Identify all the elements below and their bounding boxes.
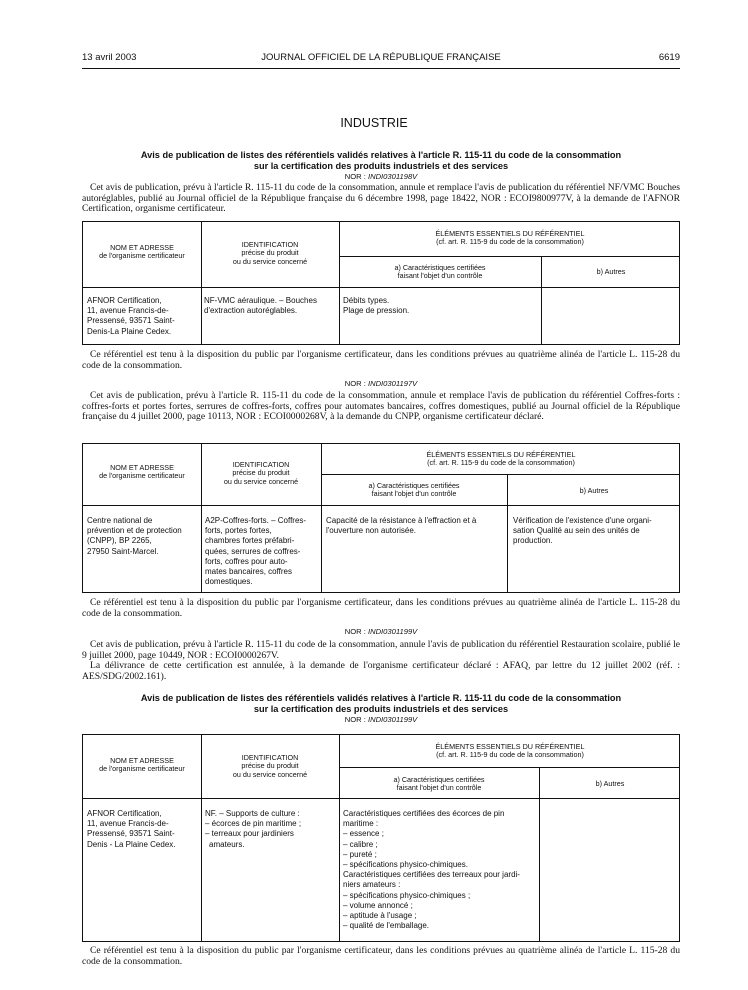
col-header-elements: ÉLÉMENTS ESSENTIELS DU RÉFÉRENTIEL (cf. art. R. 115-9 du code de la consommation) <box>435 742 585 760</box>
header-date: 13 avril 2003 <box>82 52 137 63</box>
col-header-elements: ÉLÉMENTS ESSENTIELS DU RÉFÉRENTIEL (cf. art. R. 115-9 du code de la consommation) <box>435 229 585 247</box>
header-page-number: 6619 <box>658 52 680 63</box>
col-header-a: a) Caractéristiques certifiées faisant l'objet d'un contrôle <box>393 775 485 793</box>
notice-title-line1: Avis de publication de listes des référentiels validés relatives à l'article R. 115-11 du code de la consommation <box>140 150 622 160</box>
cell-caracteristiques: Capacité de la résistance à l'effraction et à l'ouverture non autorisée. <box>326 516 477 536</box>
col-header-elements: ÉLÉMENTS ESSENTIELS DU RÉFÉRENTIEL (cf. art. R. 115-9 du code de la consommation) <box>426 450 576 468</box>
cell-organisme: AFNOR Certification, 11, avenue Francis-de- Pressensé, 93571 Saint- Denis-La Plaine Cedex. <box>87 296 175 336</box>
col-header-b: b) Autres <box>596 267 626 276</box>
referentiel-table <box>82 221 680 345</box>
col-header-name: NOM ET ADRESSE de l'organisme certificateur <box>99 756 185 774</box>
section-title: INDUSTRIE <box>340 116 408 130</box>
cell-autres: Vérification de l'existence d'une organi- sation Qualité au sein des unités de production. <box>513 516 652 546</box>
nor-reference: NOR : INDI0301199V <box>344 627 418 636</box>
cell-identification: NF-VMC aéraulique. – Bouches d'extraction autoréglables. <box>204 296 317 316</box>
cell-caracteristiques: Caractéristiques certifiées des écorces de pin maritime : – essence ; – calibre ; – pureté ; – spécifications physico-chimiques. Caractéristiques certifiées des terreaux pour jardi- niers amateurs : – spécifications physico-chimiques ; – volume annoncé ; – aptitude à l'usage ; – qualité de l'emballage. <box>343 809 520 931</box>
notice-title-line1: Avis de publication de listes des référentiels validés relatives à l'article R. 115-11 du code de la consommation <box>140 693 622 703</box>
referentiel-table <box>82 734 680 942</box>
closing-paragraph: Ce référentiel est tenu à la disposition du public par l'organisme certificateur, dans les conditions prévues au quatrième alinéa de l'article L. 115-28 du code de la consommation. <box>82 945 680 967</box>
col-header-identification: IDENTIFICATION précise du produit ou du service concerné <box>232 240 308 266</box>
cell-organisme: AFNOR Certification, 11, avenue Francis-de- Pressensé, 93571 Saint- Denis - La Plaine Cedex. <box>87 809 176 849</box>
col-header-b: b) Autres <box>579 486 609 495</box>
header-journal-title: JOURNAL OFFICIEL DE LA RÉPUBLIQUE FRANÇAISE <box>261 52 501 63</box>
closing-paragraph: Ce référentiel est tenu à la disposition du public par l'organisme certificateur, dans les conditions prévues au quatrième alinéa de l'article L. 115-28 du code de la consommation. <box>82 597 680 619</box>
notice-paragraph: Cet avis de publication, prévu à l'article R. 115-11 du code de la consommation, annule et remplace l'avis de publication du référentiel NF/VMC Bouches autoréglables, publié au Journal officiel de la République française du 6 décembre 1998, page 18422, NOR : ECOI9800977V, à la demande de l'AFNOR Certification, organisme certificateur. <box>82 182 680 215</box>
col-header-name: NOM ET ADRESSE de l'organisme certificateur <box>99 243 185 261</box>
col-header-a: a) Caractéristiques certifiées faisant l'objet d'un contrôle <box>394 263 486 281</box>
notice-paragraph: Cet avis de publication, prévu à l'article R. 115-11 du code de la consommation, annule l'avis de publication du référentiel Restauration scolaire, publié le 9 juillet 2000, page 10449, NOR : ECOI0000267V. La délivrance de cette certification est annulée, à la demande de l'organisme certificateur déclaré : AFAQ, par lettre du 12 juillet 2002 (réf. : AES/SDG/2002.161). <box>82 639 680 682</box>
notice-title-line2: sur la certification des produits industriels et des services <box>253 704 509 714</box>
cell-identification: A2P-Coffres-forts. – Coffres- forts, portes fortes, chambres fortes préfabri- quées, serrures de coffres- forts, coffres pour auto- mates bancaires, coffres domestiques. <box>205 516 307 587</box>
header-rule <box>82 68 680 69</box>
referentiel-table <box>82 443 680 593</box>
col-header-identification: IDENTIFICATION précise du produit ou du service concerné <box>223 460 299 486</box>
cell-caracteristiques: Débits types. Plage de pression. <box>343 296 410 316</box>
col-header-a: a) Caractéristiques certifiées faisant l'objet d'un contrôle <box>368 481 460 499</box>
col-header-identification: IDENTIFICATION précise du produit ou du service concerné <box>232 753 308 779</box>
notice-title-line2: sur la certification des produits industriels et des services <box>253 161 509 171</box>
col-header-b: b) Autres <box>595 779 625 788</box>
running-header <box>82 52 680 66</box>
nor-reference: NOR : INDI0301198V <box>344 172 418 181</box>
cell-organisme: Centre national de prévention et de protection (CNPP), BP 2265, 27950 Saint-Marcel. <box>87 516 182 556</box>
col-header-name: NOM ET ADRESSE de l'organisme certificateur <box>99 463 185 481</box>
closing-paragraph: Ce référentiel est tenu à la disposition du public par l'organisme certificateur, dans les conditions prévues au quatrième alinéa de l'article L. 115-28 du code de la consommation. <box>82 349 680 371</box>
nor-reference: NOR : INDI0301197V <box>344 379 418 388</box>
notice-paragraph: Cet avis de publication, prévu à l'article R. 115-11 du code de la consommation, annule et remplace l'avis de publication du référentiel Coffres-forts : coffres-forts et portes fortes, serrures de coffres-forts, coffres pour automates bancaires, coffres domestiques, publié au Journal officiel de la République française du 4 juillet 2000, page 10113, NOR : ECOI0000268V, à la demande du CNPP, organisme certificateur déclaré. <box>82 390 680 423</box>
nor-reference: NOR : INDI0301199V <box>344 715 418 724</box>
cell-identification: NF. – Supports de culture : – écorces de pin maritime ; – terreaux pour jardiniers amateurs. <box>205 809 302 849</box>
